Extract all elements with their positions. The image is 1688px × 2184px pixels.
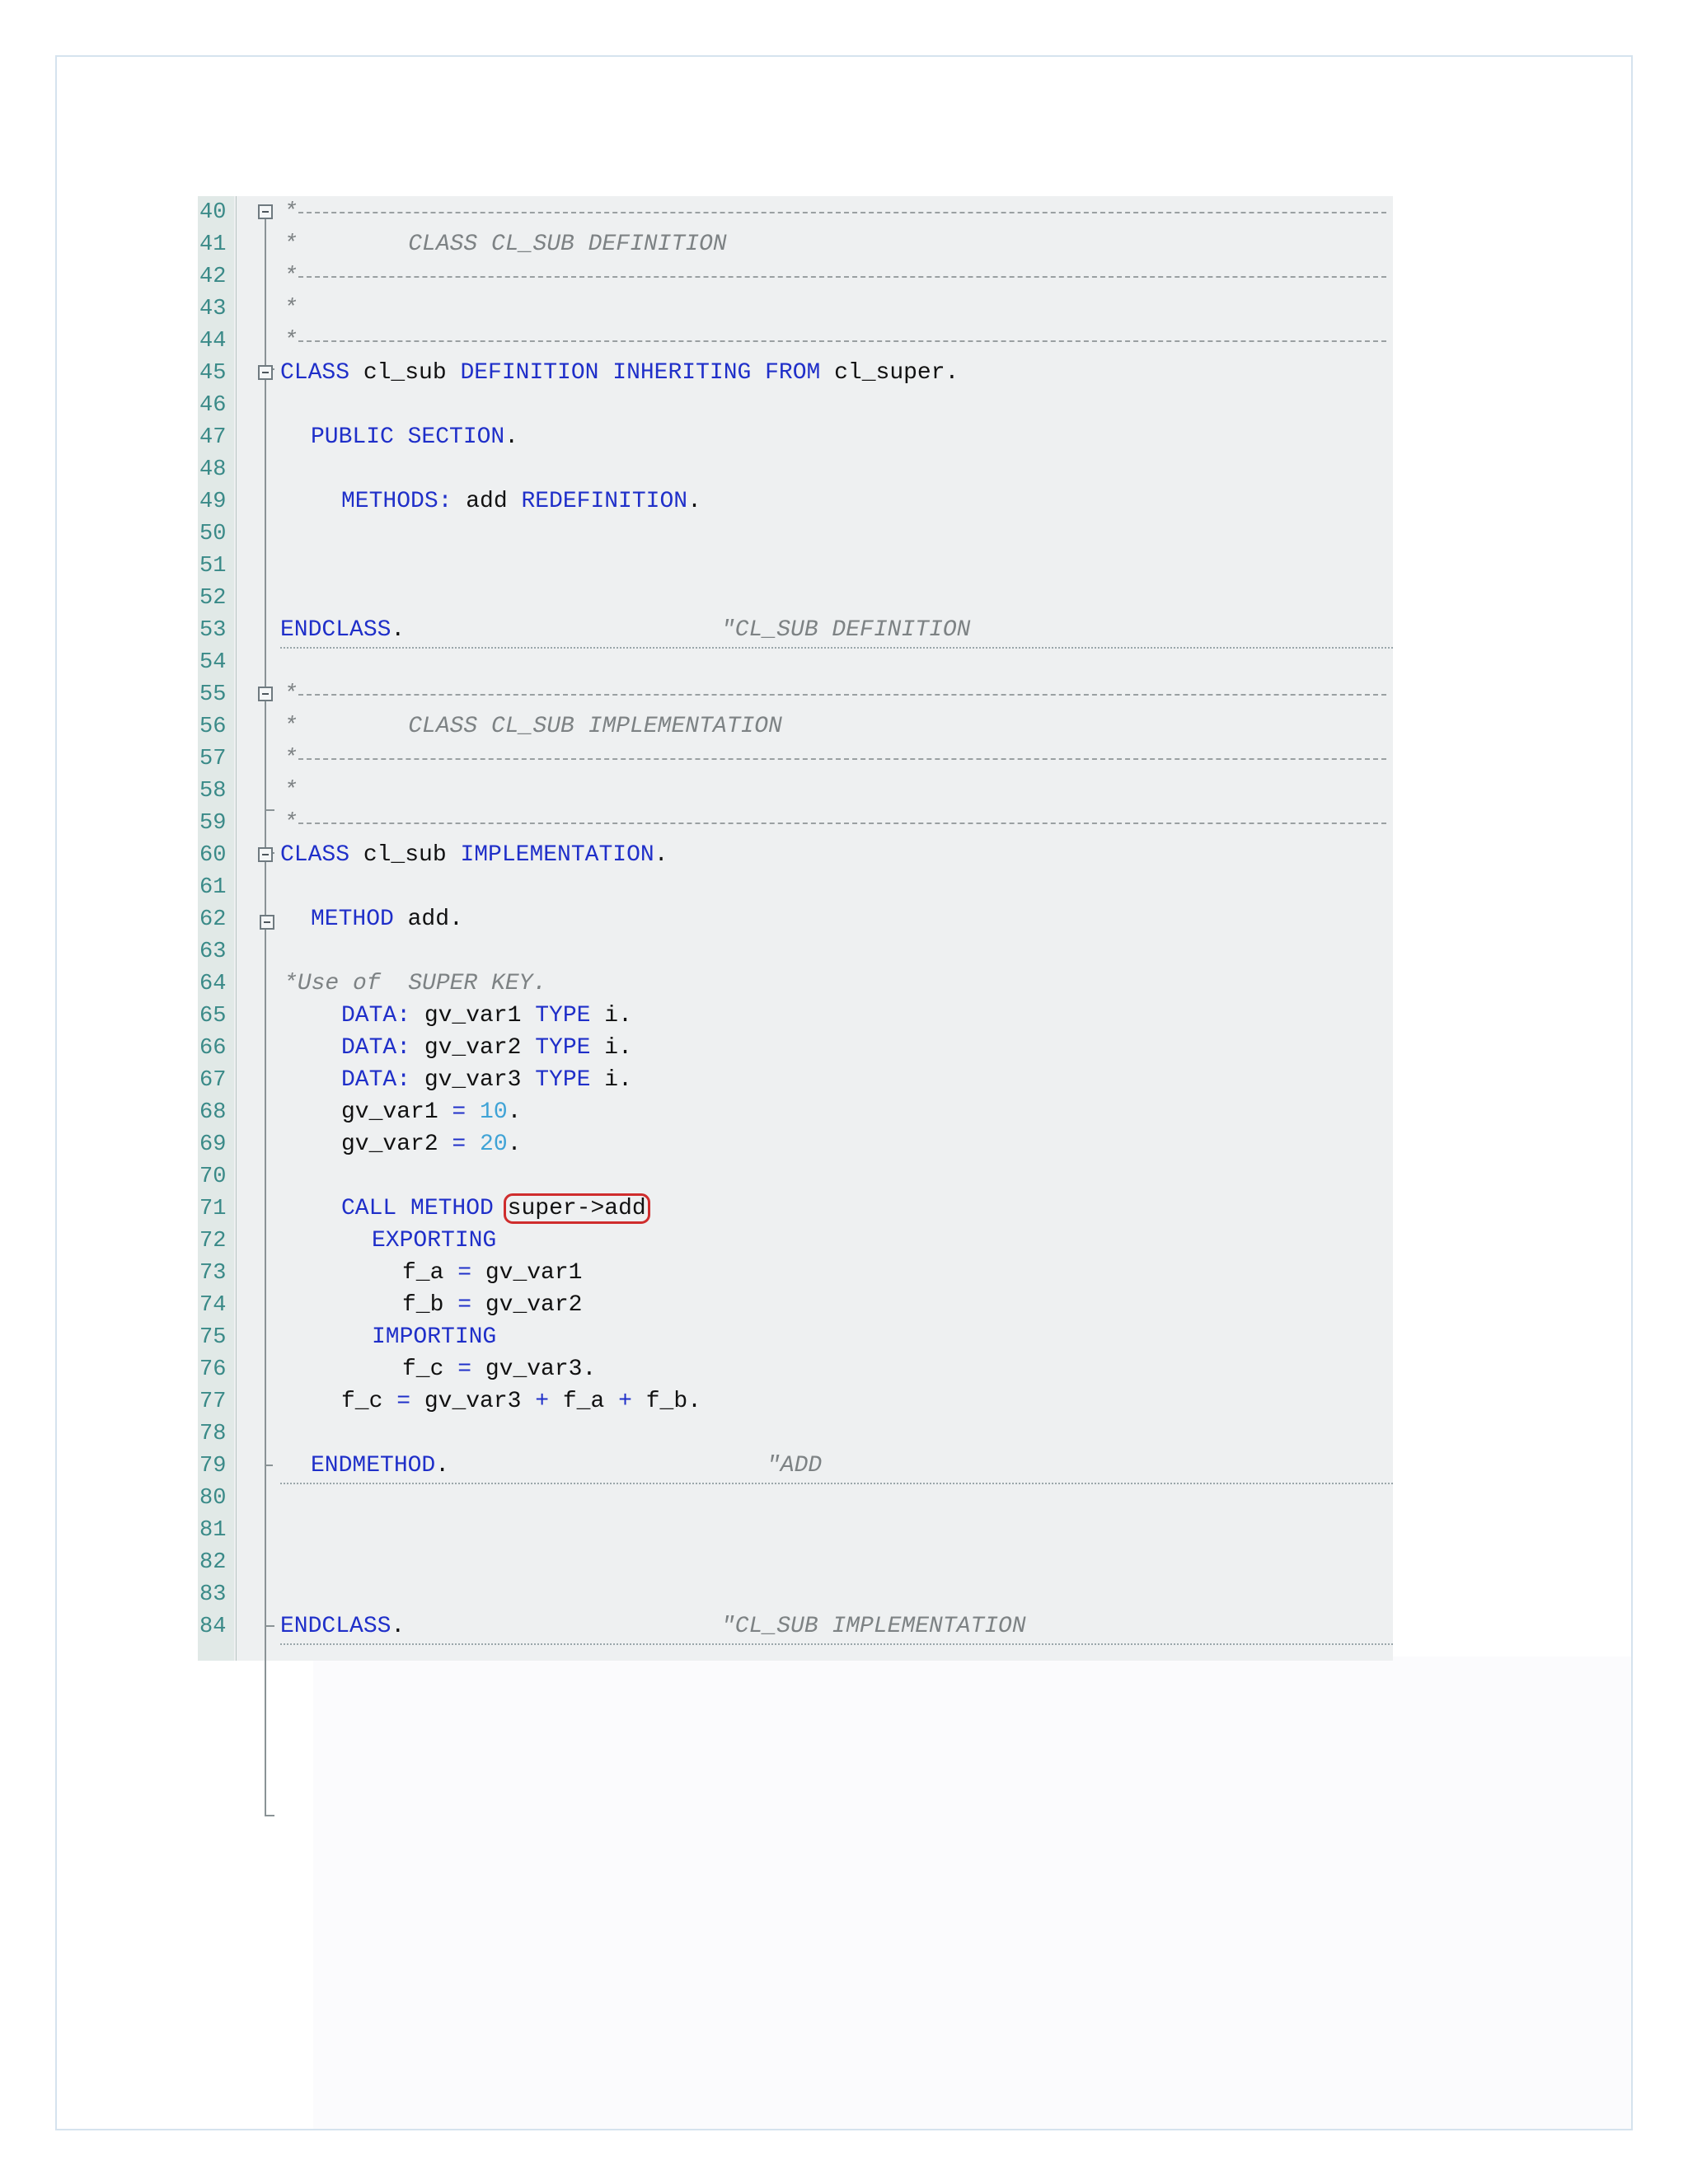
code-line bbox=[198, 935, 1393, 968]
line-number: 49 bbox=[199, 490, 227, 514]
identifier: gv_var3. bbox=[471, 1357, 597, 1382]
line-number: 74 bbox=[199, 1293, 227, 1318]
code-line bbox=[198, 1128, 1393, 1161]
comment-dash-rule bbox=[298, 758, 1386, 760]
code-line bbox=[198, 260, 1393, 293]
keyword: REDEFINITION bbox=[521, 489, 688, 514]
line-number: 75 bbox=[199, 1325, 227, 1350]
keyword: TYPE bbox=[535, 1003, 591, 1029]
identifier: . bbox=[435, 1453, 450, 1479]
number-literal: 10 bbox=[466, 1099, 508, 1125]
operator: + bbox=[535, 1389, 550, 1414]
line-number: 78 bbox=[199, 1422, 227, 1446]
comment-dash-rule bbox=[298, 694, 1386, 696]
line-number: 64 bbox=[199, 972, 227, 996]
line-number: 51 bbox=[199, 554, 227, 579]
code-text bbox=[341, 1195, 650, 1223]
line-number: 82 bbox=[199, 1550, 227, 1575]
code-line bbox=[198, 582, 1393, 615]
operator: = bbox=[452, 1099, 467, 1125]
identifier: f_b bbox=[402, 1292, 458, 1318]
code-line bbox=[198, 614, 1393, 647]
number-literal: 20 bbox=[466, 1132, 508, 1157]
code-text bbox=[402, 1356, 596, 1384]
line-number: 59 bbox=[199, 811, 227, 836]
line-number: 63 bbox=[199, 940, 227, 964]
comment-dash-rule bbox=[298, 212, 1386, 213]
comment-text: * CLASS CL_SUB DEFINITION bbox=[284, 232, 727, 257]
code-line bbox=[198, 1160, 1393, 1193]
line-number: 55 bbox=[199, 682, 227, 707]
code-text bbox=[341, 1066, 632, 1094]
comment-text: * bbox=[284, 810, 298, 836]
code-line bbox=[198, 839, 1393, 872]
keyword: DATA: bbox=[341, 1035, 411, 1061]
end-comment: "CL_SUB IMPLEMENTATION bbox=[721, 1614, 1026, 1639]
code-text bbox=[341, 1131, 521, 1159]
identifier: i. bbox=[590, 1067, 632, 1093]
fold-toggle-icon[interactable] bbox=[258, 204, 273, 219]
keyword: CLASS bbox=[280, 842, 350, 868]
keyword: DATA: bbox=[341, 1003, 411, 1029]
comment-text: * CLASS CL_SUB IMPLEMENTATION bbox=[284, 714, 782, 739]
code-text bbox=[280, 1613, 405, 1641]
code-line bbox=[198, 357, 1393, 390]
fold-toggle-icon[interactable] bbox=[260, 915, 274, 930]
fold-toggle-icon[interactable] bbox=[258, 847, 273, 862]
comment-text: * bbox=[284, 296, 298, 321]
comment-dash-rule bbox=[298, 823, 1386, 824]
code-line bbox=[198, 1578, 1393, 1611]
keyword: CALL METHOD bbox=[341, 1196, 494, 1221]
line-number: 67 bbox=[199, 1068, 227, 1093]
code-line bbox=[198, 1289, 1393, 1322]
code-line bbox=[198, 1385, 1393, 1418]
identifier: i. bbox=[590, 1035, 632, 1061]
keyword: METHOD bbox=[311, 907, 394, 932]
code-line bbox=[198, 421, 1393, 454]
code-text bbox=[341, 1034, 632, 1062]
code-text bbox=[280, 841, 668, 869]
identifier: gv_var1 bbox=[471, 1260, 583, 1286]
identifier: . bbox=[507, 1099, 522, 1125]
comment-dash-rule bbox=[298, 276, 1386, 278]
code-line bbox=[198, 196, 1393, 229]
abap-code-editor[interactable] bbox=[198, 196, 1393, 1661]
identifier: gv_var1 bbox=[410, 1003, 536, 1029]
fold-end-marker bbox=[265, 1795, 274, 1816]
line-number: 80 bbox=[199, 1486, 227, 1511]
code-line bbox=[198, 1610, 1393, 1643]
code-line bbox=[198, 1096, 1393, 1129]
keyword: TYPE bbox=[535, 1035, 591, 1061]
code-line bbox=[198, 743, 1393, 776]
line-number: 68 bbox=[199, 1100, 227, 1125]
code-text bbox=[280, 616, 405, 644]
line-number: 45 bbox=[199, 361, 227, 386]
identifier: gv_var3 bbox=[410, 1067, 536, 1093]
identifier: f_c bbox=[402, 1357, 458, 1382]
code-line bbox=[198, 871, 1393, 904]
identifier: . bbox=[507, 1132, 522, 1157]
line-number: 71 bbox=[199, 1197, 227, 1221]
code-line bbox=[198, 646, 1393, 679]
operator: = bbox=[457, 1292, 472, 1318]
code-line bbox=[198, 710, 1393, 743]
identifier: f_b. bbox=[631, 1389, 701, 1414]
comment-text: *Use of SUPER KEY. bbox=[284, 971, 547, 996]
line-number: 56 bbox=[199, 715, 227, 739]
line-number: 53 bbox=[199, 618, 227, 643]
identifier: cl_sub bbox=[349, 360, 461, 386]
line-number: 50 bbox=[199, 522, 227, 546]
keyword: ENDMETHOD bbox=[311, 1453, 436, 1479]
line-number: 69 bbox=[199, 1132, 227, 1157]
operator: = bbox=[457, 1357, 472, 1382]
comment-text: * bbox=[284, 199, 298, 225]
line-number: 66 bbox=[199, 1036, 227, 1061]
operator: = bbox=[457, 1260, 472, 1286]
identifier: i. bbox=[590, 1003, 632, 1029]
line-number: 41 bbox=[199, 232, 227, 257]
fold-end-marker bbox=[265, 1605, 274, 1627]
line-number: 61 bbox=[199, 875, 227, 900]
line-number: 42 bbox=[199, 265, 227, 289]
keyword: IMPLEMENTATION bbox=[460, 842, 654, 868]
line-number: 77 bbox=[199, 1390, 227, 1414]
line-number: 83 bbox=[199, 1582, 227, 1607]
end-comment: "CL_SUB DEFINITION bbox=[721, 617, 971, 643]
comment-text: * bbox=[284, 746, 298, 771]
code-line bbox=[198, 518, 1393, 551]
identifier: . bbox=[504, 424, 519, 450]
code-line bbox=[198, 1482, 1393, 1515]
code-text bbox=[402, 1259, 582, 1287]
identifier: gv_var3 bbox=[410, 1389, 536, 1414]
code-line bbox=[198, 678, 1393, 711]
code-line bbox=[198, 1450, 1393, 1483]
identifier: gv_var2 bbox=[471, 1292, 583, 1318]
code-line bbox=[198, 1546, 1393, 1579]
comment-text: * bbox=[284, 778, 298, 804]
line-number: 43 bbox=[199, 297, 227, 321]
code-text bbox=[341, 1002, 632, 1030]
line-number: 58 bbox=[199, 779, 227, 804]
code-line bbox=[198, 1225, 1393, 1258]
line-number: 46 bbox=[199, 393, 227, 418]
code-text bbox=[311, 1452, 449, 1480]
code-line bbox=[198, 228, 1393, 261]
code-text bbox=[372, 1227, 496, 1255]
code-text bbox=[372, 1324, 496, 1352]
code-line bbox=[198, 453, 1393, 486]
comment-text: * bbox=[284, 328, 298, 354]
identifier: . bbox=[391, 1614, 406, 1639]
block-separator bbox=[280, 1643, 1393, 1645]
code-line bbox=[198, 1321, 1393, 1354]
comment-text: * bbox=[284, 264, 298, 289]
code-line bbox=[198, 1193, 1393, 1226]
code-line bbox=[198, 325, 1393, 358]
identifier: add bbox=[452, 489, 522, 514]
code-line bbox=[198, 775, 1393, 808]
code-text bbox=[311, 906, 463, 934]
code-line bbox=[198, 807, 1393, 840]
code-line bbox=[198, 1514, 1393, 1547]
line-number: 76 bbox=[199, 1357, 227, 1382]
code-line bbox=[198, 1032, 1393, 1065]
code-text bbox=[341, 1099, 521, 1127]
line-number: 84 bbox=[199, 1615, 227, 1639]
identifier: gv_var2 bbox=[410, 1035, 536, 1061]
keyword: DEFINITION INHERITING FROM bbox=[460, 360, 821, 386]
line-number: 52 bbox=[199, 586, 227, 611]
operator: = bbox=[396, 1389, 411, 1414]
line-number: 54 bbox=[199, 650, 227, 675]
identifier: . bbox=[687, 489, 701, 514]
operator: = bbox=[452, 1132, 467, 1157]
line-number: 60 bbox=[199, 843, 227, 868]
identifier: . bbox=[391, 617, 406, 643]
code-line bbox=[198, 968, 1393, 1001]
operator: + bbox=[618, 1389, 632, 1414]
line-number: 62 bbox=[199, 907, 227, 932]
keyword: CLASS bbox=[280, 360, 350, 386]
keyword: ENDCLASS bbox=[280, 1614, 392, 1639]
keyword: METHODS: bbox=[341, 489, 452, 514]
identifier: cl_sub bbox=[349, 842, 461, 868]
code-line bbox=[198, 1000, 1393, 1033]
identifier: f_a bbox=[549, 1389, 619, 1414]
identifier: add. bbox=[393, 907, 463, 932]
code-line bbox=[198, 389, 1393, 422]
identifier: . bbox=[654, 842, 668, 868]
end-comment: "ADD bbox=[767, 1453, 823, 1479]
keyword: PUBLIC SECTION bbox=[311, 424, 505, 450]
keyword: ENDCLASS bbox=[280, 617, 392, 643]
code-text bbox=[341, 1388, 701, 1416]
line-number: 73 bbox=[199, 1261, 227, 1286]
code-line bbox=[198, 1418, 1393, 1451]
line-number: 40 bbox=[199, 200, 227, 225]
page-shade bbox=[313, 1657, 1631, 2129]
code-line bbox=[198, 550, 1393, 583]
code-line bbox=[198, 1257, 1393, 1290]
keyword: EXPORTING bbox=[372, 1228, 497, 1254]
code-line bbox=[198, 1353, 1393, 1386]
identifier: f_c bbox=[341, 1389, 397, 1414]
code-line bbox=[198, 903, 1393, 936]
code-line bbox=[198, 485, 1393, 518]
comment-text: * bbox=[284, 682, 298, 707]
identifier: cl_super. bbox=[820, 360, 959, 386]
identifier: f_a bbox=[402, 1260, 458, 1286]
line-number: 47 bbox=[199, 425, 227, 450]
line-number: 57 bbox=[199, 747, 227, 771]
line-number: 72 bbox=[199, 1229, 227, 1254]
keyword: TYPE bbox=[535, 1067, 591, 1093]
line-number: 70 bbox=[199, 1165, 227, 1189]
fold-tick bbox=[265, 1465, 273, 1466]
keyword: IMPORTING bbox=[372, 1324, 497, 1350]
comment-dash-rule bbox=[298, 340, 1386, 342]
code-text bbox=[280, 359, 959, 387]
identifier: gv_var1 bbox=[341, 1099, 452, 1125]
code-line bbox=[198, 1064, 1393, 1097]
line-number: 44 bbox=[199, 329, 227, 354]
code-line bbox=[198, 293, 1393, 326]
keyword: DATA: bbox=[341, 1067, 411, 1093]
code-text bbox=[402, 1291, 582, 1319]
fold-toggle-icon[interactable] bbox=[258, 365, 273, 380]
highlighted-method-call[interactable]: super->add bbox=[504, 1193, 650, 1224]
line-number: 79 bbox=[199, 1454, 227, 1479]
line-number: 65 bbox=[199, 1004, 227, 1029]
identifier: gv_var2 bbox=[341, 1132, 452, 1157]
line-number: 48 bbox=[199, 457, 227, 482]
fold-toggle-icon[interactable] bbox=[258, 687, 273, 701]
code-text bbox=[311, 424, 518, 452]
code-text bbox=[341, 488, 701, 516]
line-number: 81 bbox=[199, 1518, 227, 1543]
